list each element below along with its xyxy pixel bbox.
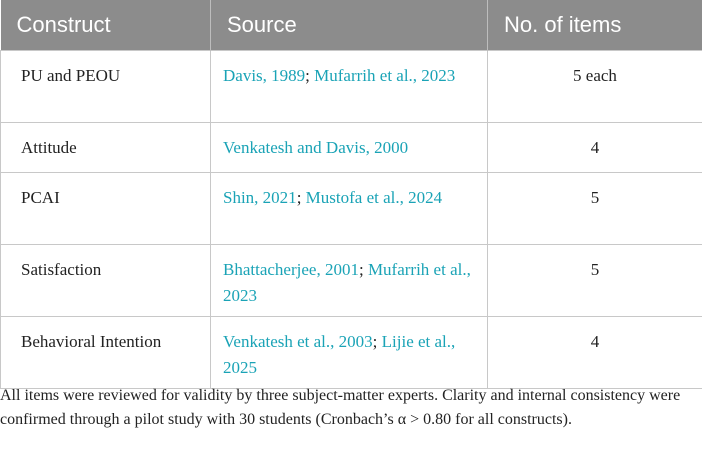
construct-cell: PCAI	[1, 172, 211, 244]
citation-separator: ;	[305, 65, 315, 85]
citation-link[interactable]: Venkatesh and Davis, 2000	[223, 137, 409, 157]
citation-link[interactable]: Mufarrih et al., 2023	[314, 65, 456, 85]
table-header-row	[1, 0, 702, 50]
items-cell: 4	[488, 122, 702, 172]
header-source: Source	[211, 0, 488, 50]
citation-separator: ;	[358, 259, 368, 279]
table-row	[1, 122, 702, 172]
table-row	[1, 244, 702, 316]
header-construct: Construct	[1, 0, 211, 50]
items-cell: 5	[488, 244, 702, 316]
table-row	[1, 50, 702, 122]
citation-link[interactable]: Shin, 2021	[223, 187, 297, 207]
table-row	[1, 172, 702, 244]
source-cell	[211, 122, 488, 172]
citation-link[interactable]: Mustofa et al., 2024	[305, 187, 443, 207]
citation-link[interactable]: Venkatesh et al., 2003	[223, 331, 373, 351]
header-no-of-items: No. of items	[488, 0, 702, 50]
construct-cell: PU and PEOU	[1, 50, 211, 122]
construct-cell: Attitude	[1, 122, 211, 172]
citation-link[interactable]: Mufarrih et al., 2023	[223, 259, 471, 305]
items-cell: 4	[488, 316, 702, 388]
source-cell	[211, 316, 488, 388]
table-row	[1, 316, 702, 388]
citation-separator: ;	[372, 331, 382, 351]
items-cell: 5 each	[488, 50, 702, 122]
citation-link[interactable]: Bhattacherjee, 2001	[223, 259, 359, 279]
citation-link[interactable]: Davis, 1989	[223, 65, 306, 85]
citation-separator: ;	[296, 187, 306, 207]
items-cell: 5	[488, 172, 702, 244]
construct-cell: Satisfaction	[1, 244, 211, 316]
source-cell	[211, 172, 488, 244]
source-cell	[211, 50, 488, 122]
construct-cell: Behavioral Intention	[1, 316, 211, 388]
citation-link[interactable]: Lijie et al., 2025	[223, 331, 456, 377]
source-cell	[211, 244, 488, 316]
table-footnote: All items were reviewed for validity by three subject-matter experts. Clarity and internal consistency were confirmed through a pilot study with 30 students (Cronbach’s α > 0.80 for all constructs).	[0, 387, 681, 428]
